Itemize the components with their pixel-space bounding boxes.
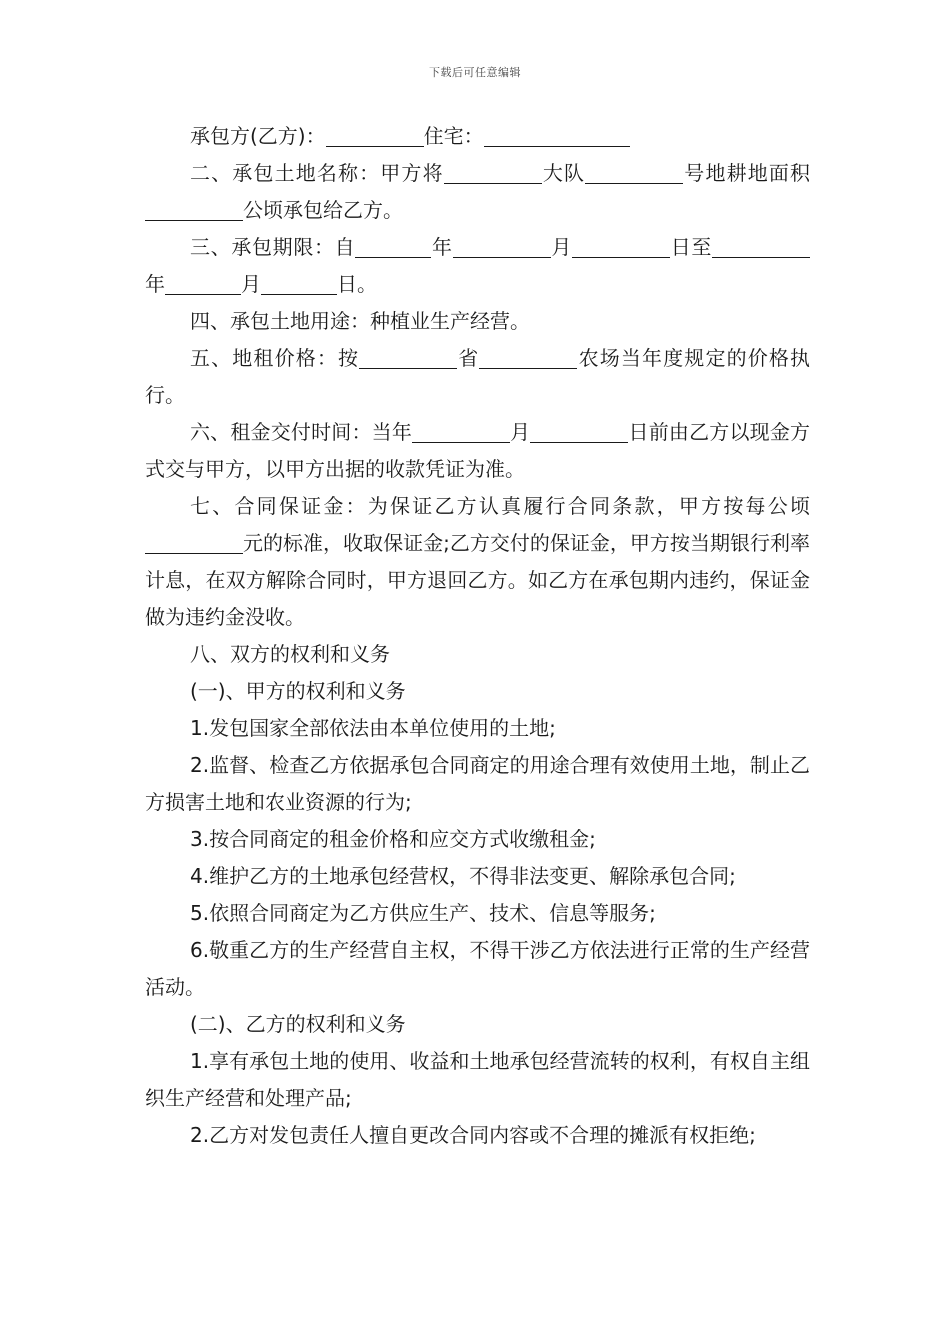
subsection-heading-party-a: (一)、甲方的权利和义务 <box>190 679 406 703</box>
paragraph-contract-term <box>145 229 810 303</box>
section-heading-rights-obligations: 八、双方的权利和义务 <box>190 642 390 666</box>
text-segment: 年 <box>431 235 453 259</box>
fill-in-blank <box>572 231 670 258</box>
fill-in-blank <box>453 231 551 258</box>
text-segment: 日。 <box>337 272 377 296</box>
text-segment: 日前由乙方以现金方式交与甲方，以甲方出据的收款凭证为准。 <box>145 420 811 481</box>
text-segment: 元的标准，收取保证金;乙方交付的保证金，甲方按当期银行利率计息，在双方解除合同时，甲方退回乙方。如乙方在承包期内违约，保证金做为违约金没收。 <box>145 531 810 629</box>
fill-in-blank <box>145 527 243 554</box>
fill-in-blank <box>261 268 337 295</box>
text-segment: 农场当年度规定的价格执行。 <box>145 346 811 407</box>
fill-in-blank <box>444 157 542 184</box>
paragraph-rent-price <box>145 340 810 414</box>
text-segment: 七、合同保证金：为保证乙方认真履行合同条款，甲方按每公顷 <box>190 494 810 518</box>
fill-in-blank <box>355 231 431 258</box>
text-segment: 年 <box>145 272 165 296</box>
paragraph-contractor-party <box>145 118 810 155</box>
fill-in-blank <box>359 342 457 369</box>
paragraph-land-use: 四、承包土地用途：种植业生产经营。 <box>190 309 530 333</box>
list-item: 1.享有承包土地的使用、收益和土地承包经营流转的权利，有权自主组织生产经营和处理产品; <box>145 1049 810 1110</box>
list-item: 4.维护乙方的土地承包经营权，不得非法变更、解除承包合同; <box>190 864 736 888</box>
list-item: 2.监督、检查乙方依据承包合同商定的用途合理有效使用土地，制止乙方损害土地和农业资源的行为; <box>145 753 810 814</box>
text-segment: 号地耕地面积 <box>683 161 811 185</box>
list-item: 2.乙方对发包责任人擅自更改合同内容或不合理的摊派有权拒绝; <box>190 1123 756 1147</box>
text-segment: 日至 <box>670 235 713 259</box>
fill-in-blank <box>326 120 424 147</box>
list-item: 3.按合同商定的租金价格和应交方式收缴租金; <box>190 827 596 851</box>
text-segment: 三、承包期限：自 <box>190 235 356 259</box>
text-segment: 月 <box>241 272 261 296</box>
text-segment: 住宅： <box>423 124 484 148</box>
list-item: 5.依照合同商定为乙方供应生产、技术、信息等服务; <box>190 901 656 925</box>
text-segment: 承包方(乙方)： <box>190 124 326 148</box>
document-body <box>145 118 810 1154</box>
fill-in-blank <box>530 416 628 443</box>
text-segment: 月 <box>510 420 531 444</box>
text-segment: 二、承包土地名称：甲方将 <box>190 161 444 185</box>
text-segment: 六、租金交付时间：当年 <box>190 420 412 444</box>
paragraph-land-name <box>145 155 810 229</box>
fill-in-blank <box>712 231 810 258</box>
page-header-note: 下载后可任意编辑 <box>429 66 521 79</box>
fill-in-blank <box>484 120 630 147</box>
fill-in-blank <box>479 342 577 369</box>
fill-in-blank <box>145 194 243 221</box>
text-segment: 省 <box>457 346 480 370</box>
paragraph-rent-payment-time <box>145 414 810 488</box>
text-segment: 五、地租价格：按 <box>190 346 360 370</box>
fill-in-blank <box>165 268 241 295</box>
list-item: 6.敬重乙方的生产经营自主权，不得干涉乙方依法进行正常的生产经营活动。 <box>145 938 810 999</box>
text-segment: 大队 <box>541 161 586 185</box>
text-segment: 公顷承包给乙方。 <box>243 198 403 222</box>
paragraph-deposit <box>145 488 810 636</box>
list-item: 1.发包国家全部依法由本单位使用的土地; <box>190 716 556 740</box>
text-segment: 月 <box>550 235 573 259</box>
subsection-heading-party-b: (二)、乙方的权利和义务 <box>190 1012 406 1036</box>
fill-in-blank <box>412 416 510 443</box>
fill-in-blank <box>585 157 683 184</box>
